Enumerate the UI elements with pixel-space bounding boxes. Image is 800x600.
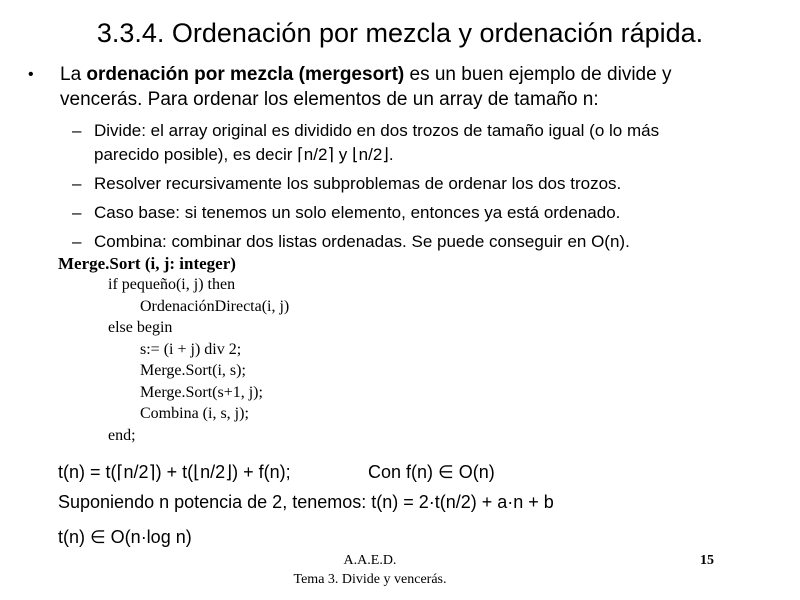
recurrence-condition: Con f(n) ∈ O(n) xyxy=(368,462,495,482)
step-divide-line-1: Divide: el array original es dividido en dos trozos de tamaño igual (o lo más xyxy=(94,121,660,140)
bullet-marker: • xyxy=(28,66,34,83)
dash-marker: – xyxy=(72,232,82,251)
dash-marker: – xyxy=(72,174,82,193)
dash-marker: – xyxy=(72,121,82,140)
code-line: Combina (i, s, j); xyxy=(140,405,249,422)
code-line: Merge.Sort(s+1, j); xyxy=(140,384,263,401)
page-title: 3.3.4. Ordenación por mezcla y ordenación rápida. xyxy=(96,18,704,48)
intro-line-2: vencerás. Para ordenar los elementos de un array de tamaño n: xyxy=(60,89,599,110)
step-combina: Combina: combinar dos listas ordenadas. Se puede conseguir en O(n). xyxy=(94,232,630,251)
step-caso-base: Caso base: si tenemos un solo elemento, entonces ya está ordenado. xyxy=(94,203,621,222)
intro-line-1 xyxy=(60,62,671,87)
recurrence-equation: t(n) = t(⌈n/2⌉) + t(⌊n/2⌋) + f(n); xyxy=(58,462,291,482)
intro-pre: La xyxy=(60,64,87,85)
code-header: Merge.Sort (i, j: integer) xyxy=(58,254,236,273)
code-line: OrdenaciónDirecta(i, j) xyxy=(140,298,290,315)
dash-marker: – xyxy=(72,203,82,222)
code-line: if pequeño(i, j) then xyxy=(108,276,236,293)
code-line: Merge.Sort(i, s); xyxy=(140,362,246,379)
code-line: s:= (i + j) div 2; xyxy=(140,341,242,358)
step-divide-line-2: parecido posible), es decir ⌈n/2⌉ y ⌊n/2⌋. xyxy=(94,145,394,164)
code-line: else begin xyxy=(108,319,173,336)
step-resolver: Resolver recursivamente los subproblemas de ordenar los dos trozos. xyxy=(94,174,622,193)
footer-topic: Tema 3. Divide y vencerás. xyxy=(293,572,447,587)
recurrence-expansion: Suponiendo n potencia de 2, tenemos: t(n) = 2·t(n/2) + a·n + b xyxy=(58,492,554,512)
page-number: 15 xyxy=(700,553,714,568)
intro-bold: ordenación por mezcla (mergesort) xyxy=(86,64,405,85)
footer-course: A.A.E.D. xyxy=(343,553,397,568)
complexity-result: t(n) ∈ O(n·log n) xyxy=(58,527,192,547)
code-line: end; xyxy=(108,427,136,444)
intro-post: es un buen ejemplo de divide y xyxy=(404,64,672,85)
